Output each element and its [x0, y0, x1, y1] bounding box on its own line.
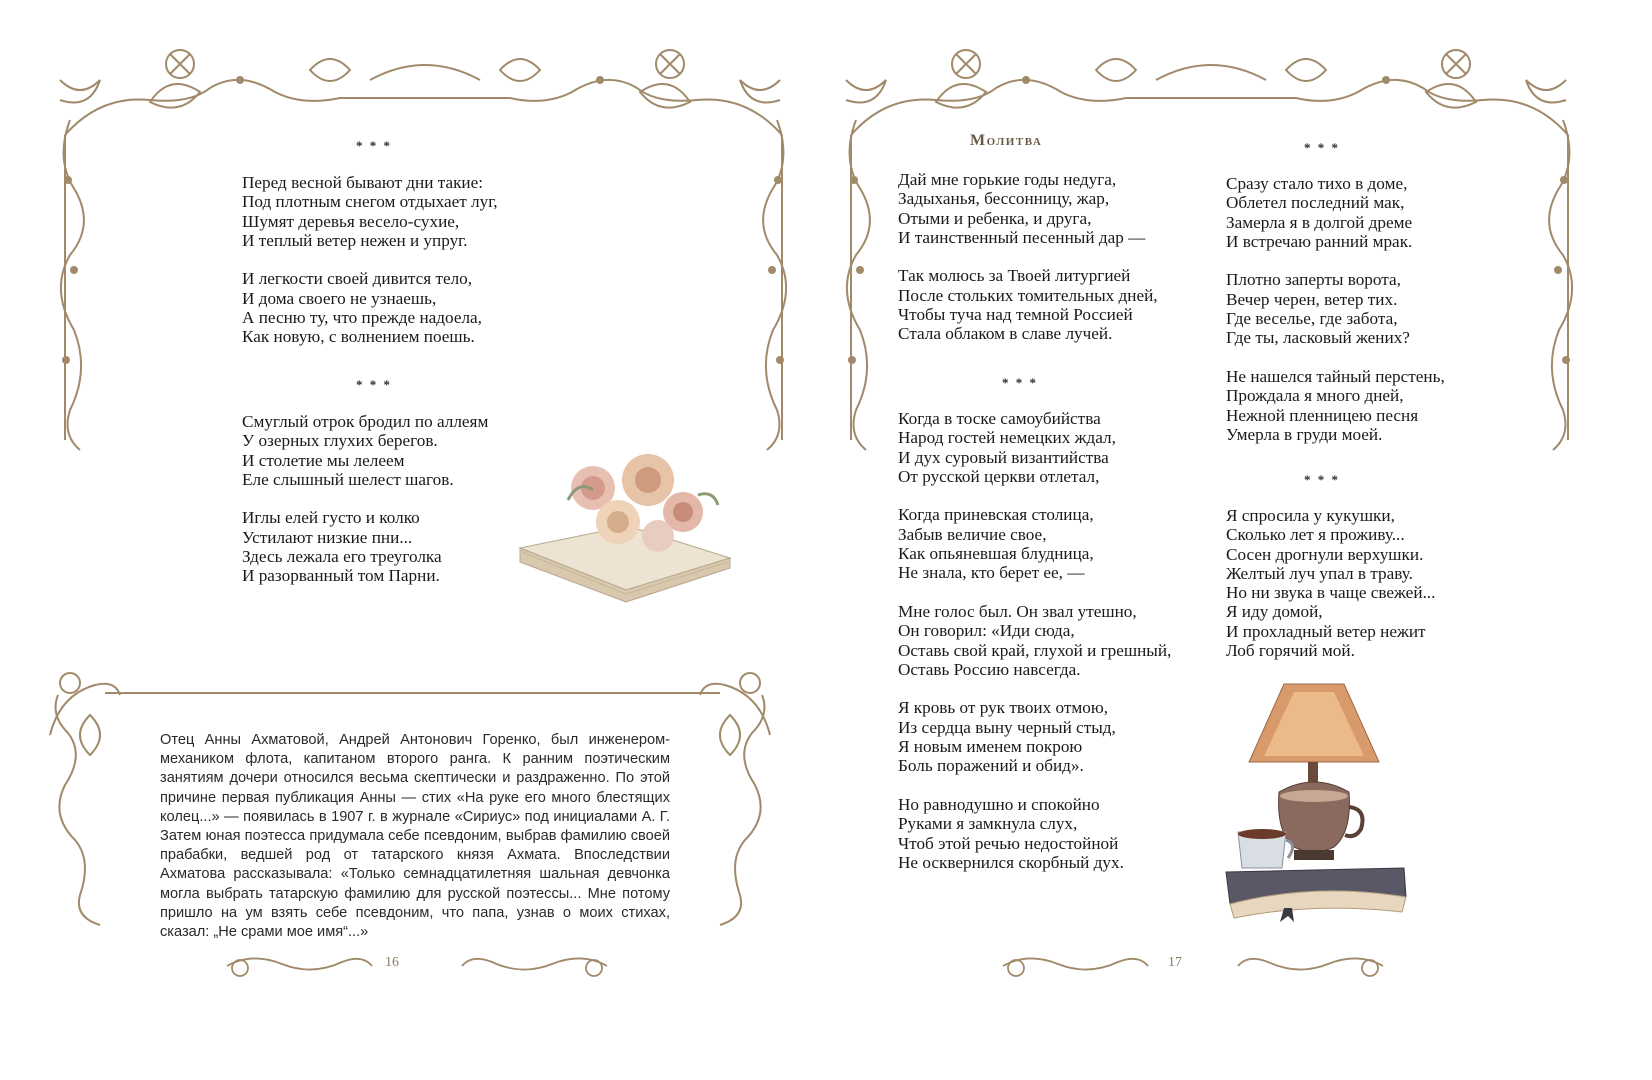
poem-line: Здесь лежала его треуголка	[242, 547, 442, 567]
poem-line: Сосен дрогнули верхушки.	[1226, 544, 1424, 564]
poem-line: Прождала я много дней,	[1226, 386, 1404, 406]
poem-line: Отыми и ребенка, и друга,	[898, 208, 1092, 228]
poem-line: Когда приневская столица,	[898, 505, 1094, 525]
stanza-gap	[242, 489, 488, 508]
poem-line: Смуглый отрок бродил по аллеям	[242, 412, 489, 431]
poem-line: И таинственный песенный дар —	[898, 227, 1146, 247]
biography-note: Отец Анны Ахматовой, Андрей Антонович Горенко, был инженером-механиком флота, капитаном второго ранга. К ранним поэтическим занятиям дочери относился весьма скептически и раздраженно. По этой причине первая публикация Анны — стих «На руке его много блестящих колец...» — появилась в 1907 г. в журнале «Сириус» под инициалами А. Г. Затем юная поэтесса придумала себе псевдоним, выбрав фамилию своей прабабки, ведшей род от татарского князя Ахмата. Впоследствии Ахматова рассказывала: «Только семнадцатилетняя шальная девчонка могла выбрать татарскую фамилию для русской поэтессы... Мне потому пришло на ум взять себе псевдоним, что папа, узнав о моих стихах, сказал: „Не срами мое имя“...»	[160, 732, 670, 941]
poem-separator-stars: * * *	[1304, 472, 1340, 487]
poem-line: Забыв величие свое,	[898, 524, 1047, 544]
poem-line: И теплый ветер нежен и упруг.	[242, 230, 468, 250]
poem-when-in-anguish	[898, 409, 1171, 872]
roses-on-book-illustration	[508, 440, 738, 605]
poem-line: Устилают низкие пни...	[242, 527, 413, 547]
poem-line: Не осквернился скорбный дух.	[898, 852, 1124, 872]
stanza-gap	[898, 776, 1171, 795]
poem-line: Замерла я в долгой дреме	[1226, 212, 1413, 232]
poem-line: Облетел последний мак,	[1226, 193, 1405, 213]
poem-line: И прохладный ветер нежит	[1226, 621, 1426, 641]
poem-title: Молитва	[970, 132, 1043, 149]
poem-line: Еле слышный шелест шагов.	[242, 469, 454, 489]
right-page	[826, 0, 1652, 1080]
poem-line: И разорванный том Парни.	[242, 566, 440, 586]
poem-line: И легкости своей дивится тело,	[242, 269, 473, 289]
page-number: 17	[1168, 955, 1182, 970]
poem-line: Я спросила у кукушки,	[1226, 506, 1395, 525]
poem-line: Как новую, с волнением поешь.	[242, 327, 475, 347]
poem-line: Как опьяневшая блудница,	[898, 544, 1094, 564]
page-number: 16	[385, 955, 399, 970]
page-number-ornament	[222, 950, 612, 982]
poem-line: И столетие мы лелеем	[242, 450, 405, 470]
poem-line: А песню ту, что прежде надоела,	[242, 308, 482, 328]
poem-cuckoo	[1226, 506, 1435, 660]
poem-line: Иглы елей густо и колко	[242, 508, 420, 528]
poem-line: У озерных глухих берегов.	[242, 431, 438, 451]
poem-line: Но равнодушно и спокойно	[898, 794, 1100, 814]
poem-line: Я кровь от рук твоих отмою,	[898, 698, 1109, 718]
poem-line: Стала облаком в славе лучей.	[898, 324, 1113, 344]
poem-line: Из сердца выну черный стыд,	[898, 717, 1116, 737]
poem-line: Нежной пленницею песня	[1226, 405, 1419, 425]
poem-line: Руками я замкнула слух,	[898, 814, 1078, 834]
poem-line: Под плотным снегом отдыхает луг,	[242, 192, 498, 212]
poem-separator-stars: * * *	[356, 138, 392, 153]
poem-line: Народ гостей немецких ждал,	[898, 428, 1116, 448]
poem-line: Сразу стало тихо в доме,	[1226, 174, 1408, 193]
stanza-gap	[1226, 348, 1445, 367]
stanza-gap	[898, 486, 1171, 505]
poem-line: Но ни звука в чаще свежей...	[1226, 583, 1436, 603]
poem-line: Не нашелся тайный перстень,	[1226, 366, 1445, 386]
poem-line: Перед весной бывают дни такие:	[242, 173, 484, 192]
page-number-ornament	[998, 950, 1388, 982]
poem-line: Сколько лет я проживу...	[1226, 525, 1405, 545]
poem-line: Он говорил: «Иди сюда,	[898, 621, 1075, 641]
poem-line: Лоб горячий мой.	[1226, 641, 1355, 661]
poem-line: Дай мне горькие годы недуга,	[898, 170, 1117, 189]
poem-line: Где веселье, где забота,	[1226, 309, 1398, 329]
poem-line: Задыханья, бессонницу, жар,	[898, 189, 1110, 209]
poem-line: Умерла в груди моей.	[1226, 424, 1383, 444]
stanza-gap	[898, 679, 1171, 698]
poem-separator-stars: * * *	[1002, 375, 1038, 390]
poem-line: Так молюсь за Твоей литургией	[898, 266, 1131, 286]
stanza-gap	[1226, 251, 1445, 270]
poem-line: После стольких томительных дней,	[898, 285, 1158, 305]
poem-line: Чтоб этой речью недостойной	[898, 833, 1119, 853]
poem-line: И дух суровый византийства	[898, 447, 1109, 467]
lamp-cup-books-illustration	[1224, 672, 1409, 922]
stanza-gap	[242, 250, 498, 269]
poem-line: Плотно заперты ворота,	[1226, 270, 1401, 290]
poem-line: Где ты, ласковый жених?	[1226, 328, 1410, 348]
stanza-gap	[898, 247, 1158, 266]
poem-swarthy-youth	[242, 412, 488, 586]
poem-line: Оставь свой край, глухой и грешный,	[898, 640, 1172, 660]
poem-line: И встречаю ранний мрак.	[1226, 231, 1413, 251]
poem-line: Не знала, кто берет ее, —	[898, 563, 1085, 583]
poem-before-spring	[242, 173, 498, 347]
poem-prayer	[898, 170, 1158, 344]
poem-line: Шумят деревья весело-сухие,	[242, 211, 460, 231]
poem-line: Желтый луч упал в траву.	[1226, 563, 1413, 583]
poem-line: Когда в тоске самоубийства	[898, 409, 1101, 428]
poem-suddenly-quiet	[1226, 174, 1445, 444]
poem-separator-stars: * * *	[356, 377, 392, 392]
poem-line: Оставь Россию навсегда.	[898, 659, 1081, 679]
poem-separator-stars: * * *	[1304, 140, 1340, 155]
poem-line: Мне голос был. Он звал утешно,	[898, 601, 1137, 621]
poem-line: Чтобы туча над темной Россией	[898, 305, 1133, 325]
poem-line: Я новым именем покрою	[898, 737, 1083, 757]
poem-line: От русской церкви отлетал,	[898, 466, 1100, 486]
poem-line: И дома своего не узнаешь,	[242, 288, 437, 308]
stanza-gap	[898, 583, 1171, 602]
poem-line: Вечер черен, ветер тих.	[1226, 289, 1398, 309]
poem-line: Боль поражений и обид».	[898, 756, 1084, 776]
poem-line: Я иду домой,	[1226, 602, 1323, 622]
